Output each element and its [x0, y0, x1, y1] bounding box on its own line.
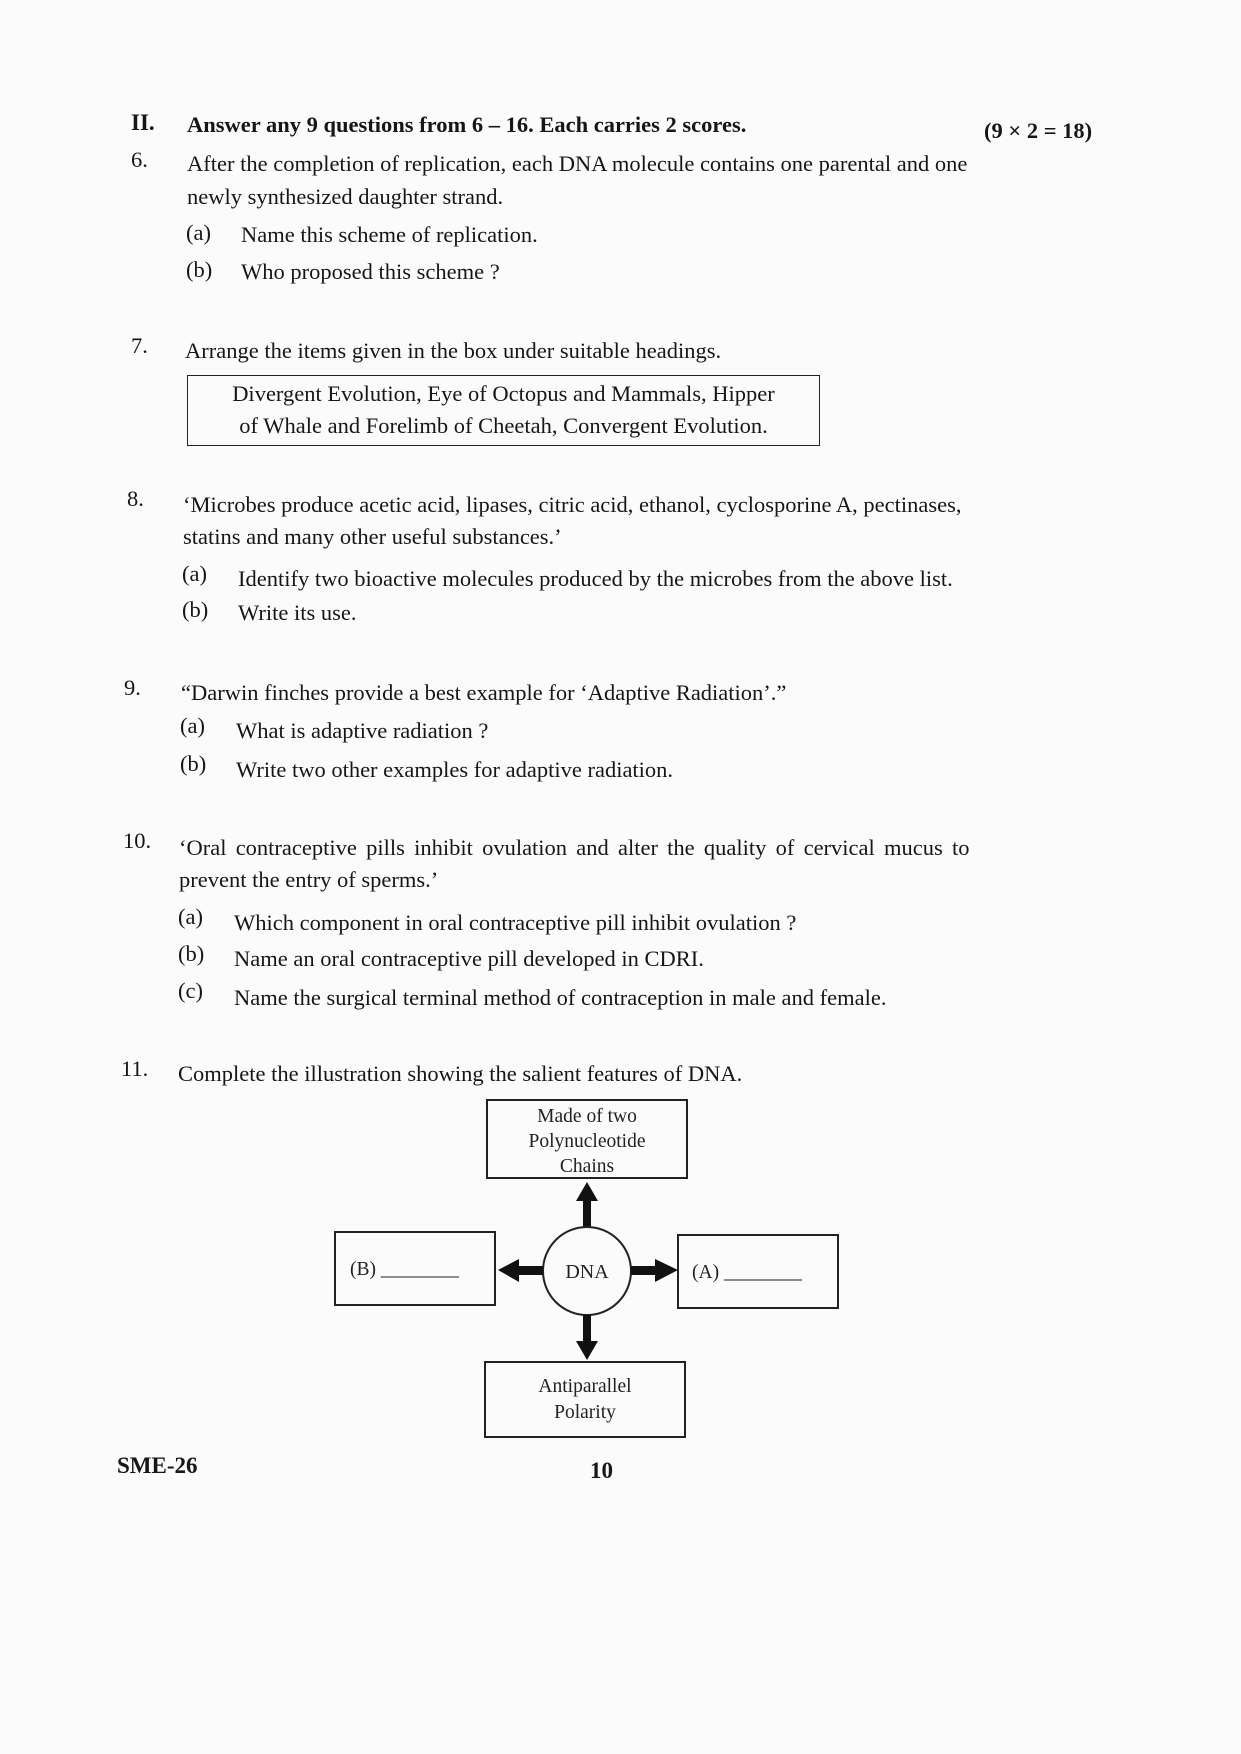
section-instruction: Answer any 9 questions from 6 – 16. Each carries 2 scores.	[187, 112, 747, 137]
part-label: (a)	[180, 713, 205, 738]
question-text-cont: newly synthesized daughter strand.	[187, 184, 504, 209]
arrow-up-icon	[576, 1182, 598, 1201]
part-label: (b)	[180, 751, 207, 776]
question-number: 6.	[131, 147, 148, 172]
section-score: (9 × 2 = 18)	[984, 118, 1093, 143]
part-label: (a)	[178, 904, 203, 929]
items-box-line: of Whale and Forelimb of Cheetah, Convergent Evolution.	[239, 413, 768, 438]
part-label: (b)	[182, 597, 209, 622]
part-text: Which component in oral contraceptive pill inhibit ovulation ?	[234, 910, 797, 935]
question-text: ‘Microbes produce acetic acid, lipases, citric acid, ethanol, cyclosporine A, pectinases,	[183, 492, 962, 517]
part-label: (c)	[178, 978, 203, 1003]
arrow-right-shaft	[631, 1266, 657, 1275]
bottom-feature-line: Antiparallel	[538, 1376, 632, 1397]
bottom-feature-line: Polarity	[554, 1402, 616, 1423]
part-text: What is adaptive radiation ?	[236, 718, 489, 743]
part-text: Name this scheme of replication.	[241, 222, 538, 247]
question-text: Complete the illustration showing the salient features of DNA.	[178, 1061, 743, 1086]
arrow-up-shaft	[583, 1199, 591, 1227]
section-number: II.	[131, 110, 155, 135]
dna-center-label: DNA	[565, 1261, 609, 1283]
bottom-feature-box	[485, 1362, 685, 1437]
arrow-right-icon	[655, 1259, 678, 1282]
question-number: 10.	[123, 828, 152, 853]
question-text: ‘Oral contraceptive pills inhibit ovulation and alter the quality of cervical mucus to	[179, 835, 970, 860]
question-text: After the completion of replication, each DNA molecule contains one parental and one	[187, 151, 968, 176]
part-label: (a)	[186, 220, 211, 245]
question-number: 9.	[124, 675, 141, 700]
question-text: “Darwin finches provide a best example for ‘Adaptive Radiation’.”	[181, 680, 787, 705]
top-feature-line: Chains	[559, 1156, 615, 1177]
part-text: Identify two bioactive molecules produced by the microbes from the above list.	[238, 566, 953, 591]
paper-code: SME-26	[117, 1453, 198, 1478]
question-number: 7.	[131, 333, 148, 358]
top-feature-line: Made of two	[537, 1106, 637, 1127]
arrow-down-shaft	[583, 1315, 591, 1343]
page-number: 10	[590, 1458, 613, 1483]
items-box-line: Divergent Evolution, Eye of Octopus and Mammals, Hipper	[232, 381, 775, 406]
question-number: 11.	[121, 1056, 149, 1081]
part-text: Write its use.	[238, 600, 357, 625]
part-label: (b)	[186, 257, 213, 282]
feature-b-label: (B) ________	[350, 1259, 459, 1280]
part-text: Name an oral contraceptive pill developed in CDRI.	[234, 946, 704, 971]
part-label: (a)	[182, 561, 207, 586]
question-number: 8.	[127, 486, 144, 511]
part-text: Who proposed this scheme ?	[241, 259, 500, 284]
question-text-cont: prevent the entry of sperms.’	[179, 867, 439, 892]
arrow-left-icon	[498, 1259, 519, 1282]
arrow-left-shaft	[517, 1266, 543, 1275]
part-text: Name the surgical terminal method of contraception in male and female.	[234, 985, 887, 1010]
feature-a-label: (A) ________	[692, 1262, 802, 1283]
part-text: Write two other examples for adaptive radiation.	[236, 757, 674, 782]
part-label: (b)	[178, 941, 205, 966]
top-feature-line: Polynucleotide	[528, 1131, 646, 1152]
question-text-cont: statins and many other useful substances.’	[183, 524, 562, 549]
question-text: Arrange the items given in the box under suitable headings.	[185, 338, 722, 363]
arrow-down-icon	[576, 1341, 598, 1360]
